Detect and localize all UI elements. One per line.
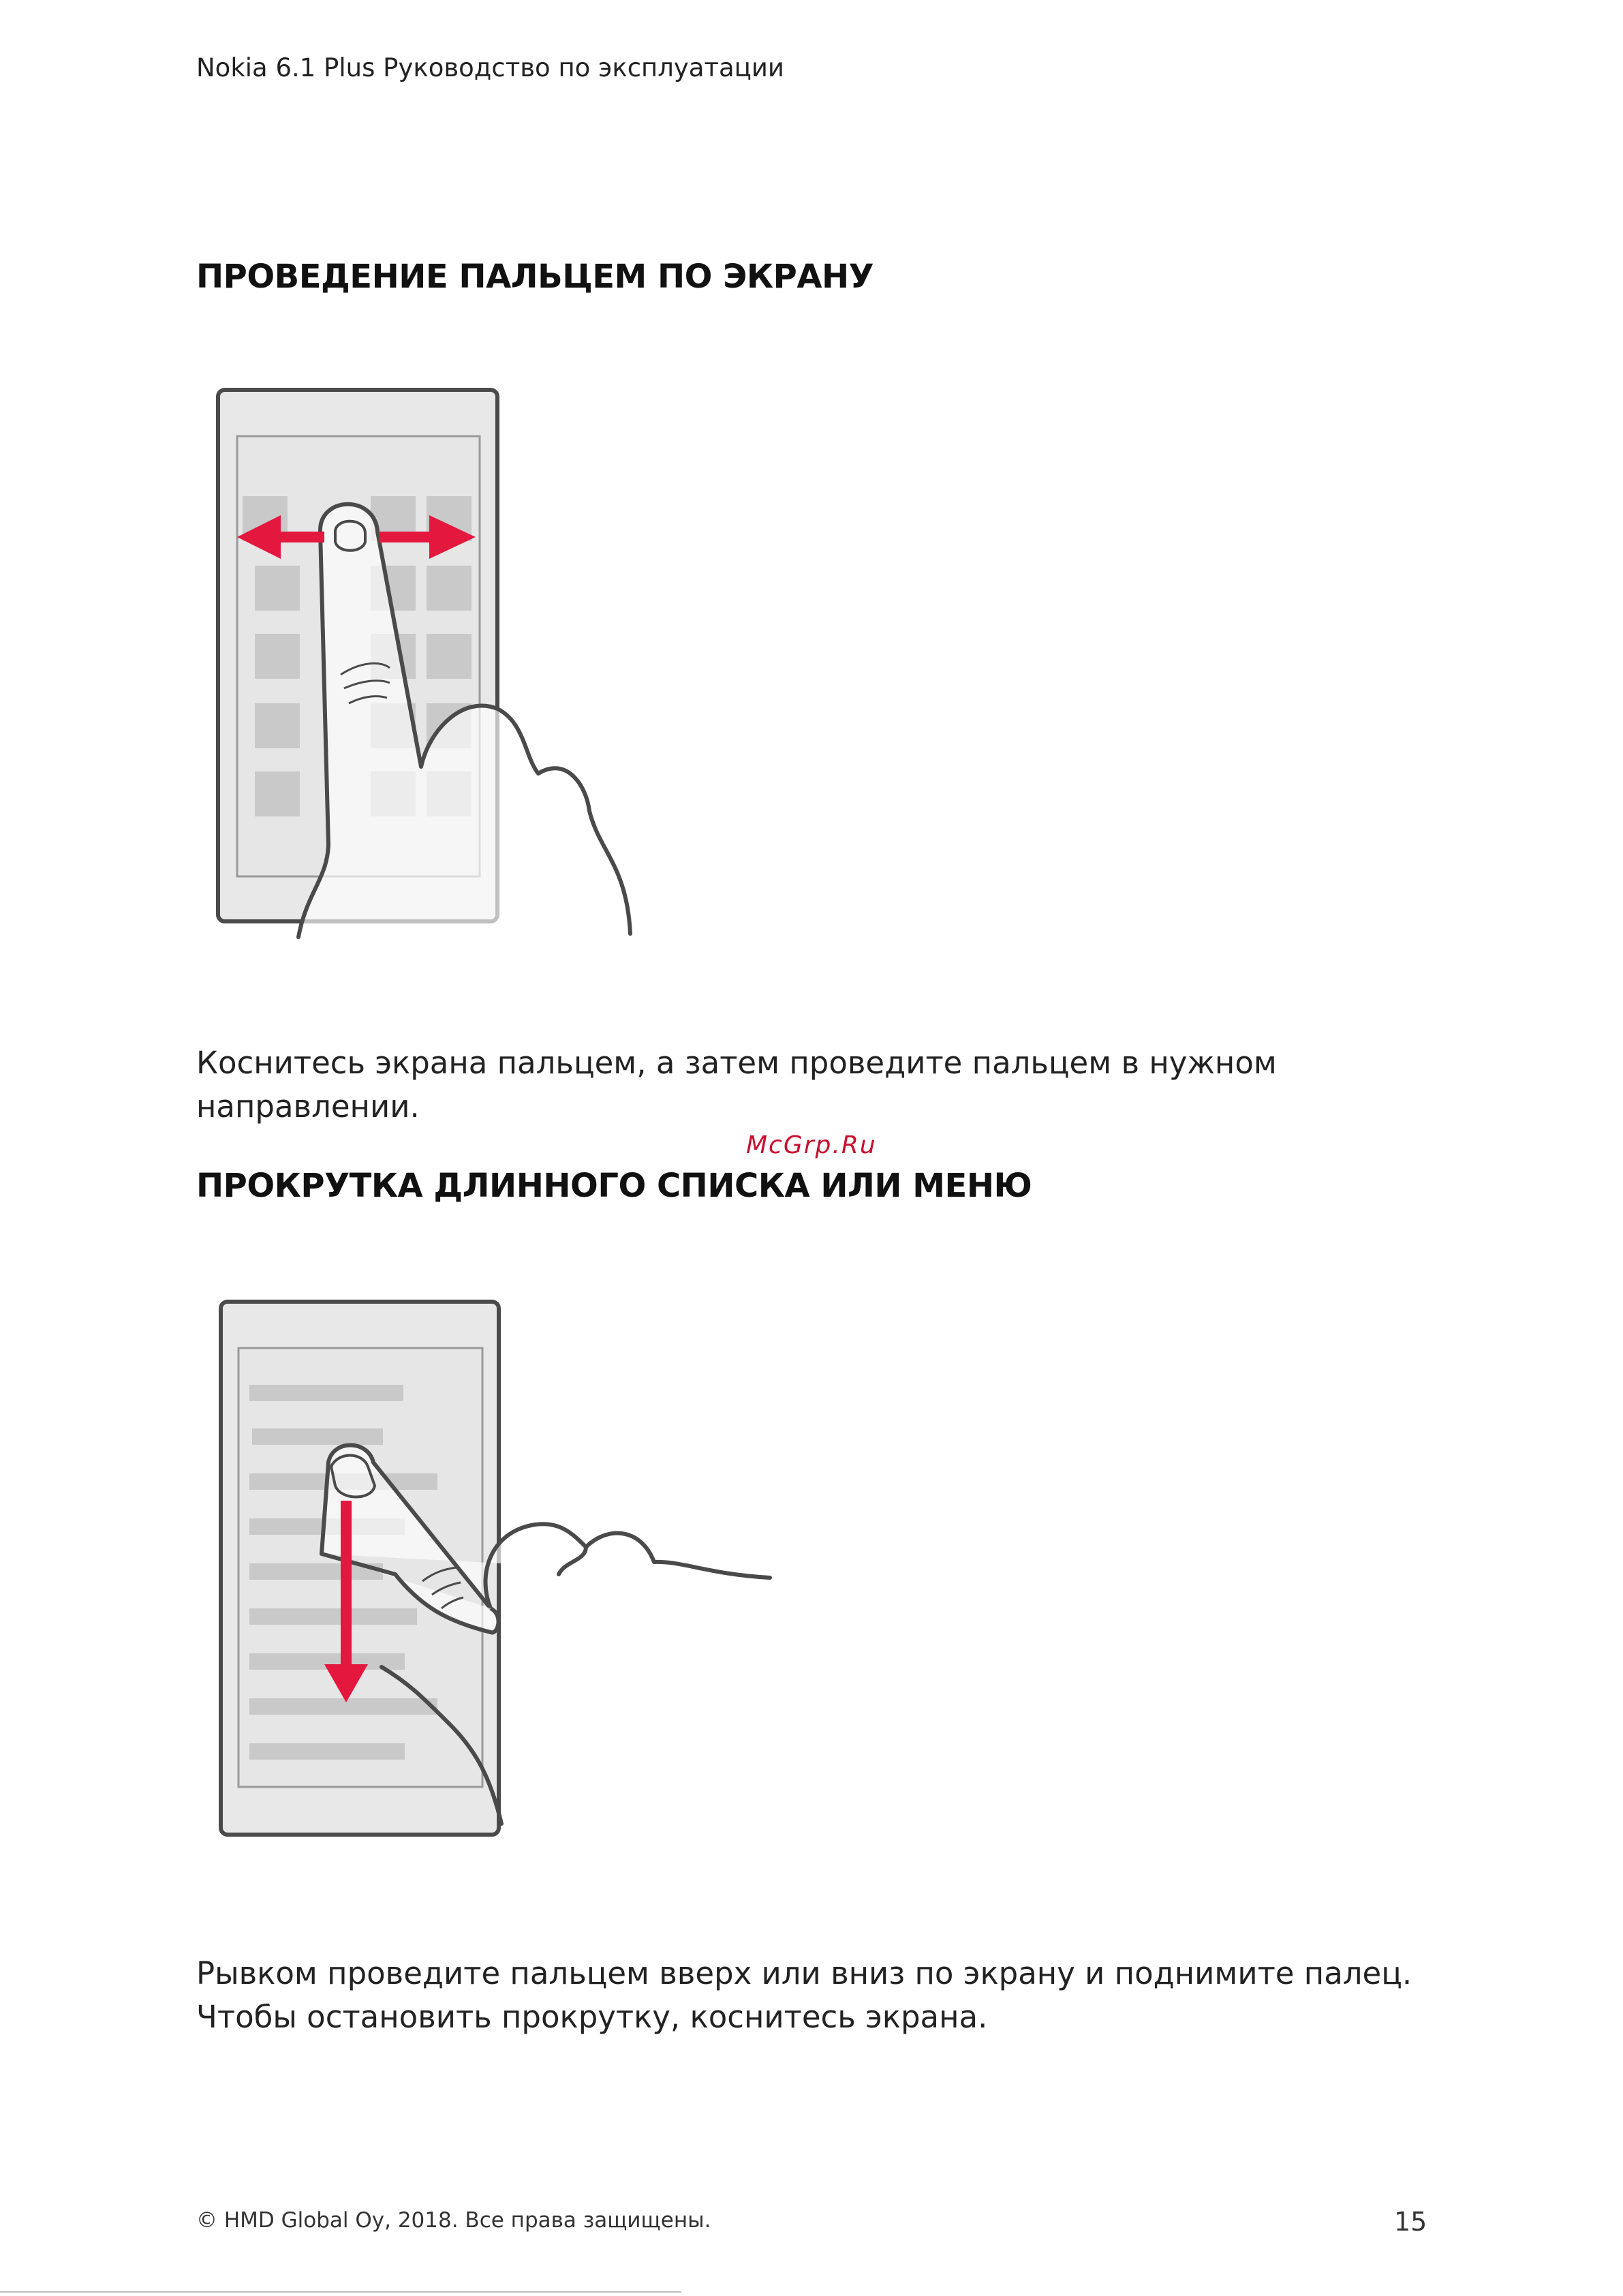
section-heading-swipe: ПРОВЕДЕНИЕ ПАЛЬЦЕМ ПО ЭКРАНУ <box>196 258 874 296</box>
page-number: 15 <box>1394 2207 1427 2237</box>
section-text-scroll: Рывком проведите пальцем вверх или вниз по экрану и поднимите палец. Чтобы остановить прокрутку, коснитесь экрана. <box>196 1955 1412 2035</box>
section-text-swipe: Коснитесь экрана пальцем, а затем проведите пальцем в нужном направлении. <box>196 1045 1277 1124</box>
page-header-title: Nokia 6.1 Plus Руководство по эксплуатации <box>196 53 784 82</box>
watermark: McGrp.Ru <box>746 1131 877 1159</box>
swipe-horizontal-illustration <box>204 375 640 947</box>
scroll-vertical-illustration <box>204 1288 790 1861</box>
bottom-rule <box>0 2291 681 2293</box>
footer-copyright: © HMD Global Oy, 2018. Все права защищены. <box>196 2208 711 2233</box>
section-heading-scroll: ПРОКРУТКА ДЛИННОГО СПИСКА ИЛИ МЕНЮ <box>196 1167 1032 1205</box>
